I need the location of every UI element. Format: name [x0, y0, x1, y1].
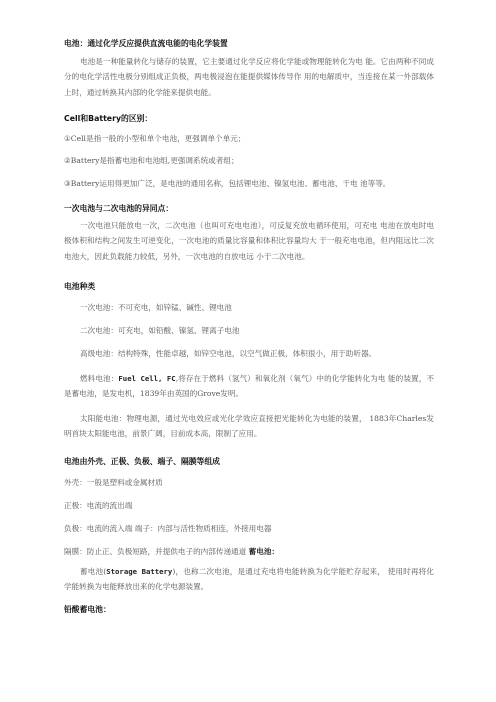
list-item: 外壳：一般是塑料或金属材质: [64, 478, 163, 487]
list-item: [64, 546, 434, 557]
fuel-cell-text: ,将存在于燃料（氢气）和氧化剂（氧气）中的化学能转化为电 能的装置，不是蓄电池，是发电机，1839年由英国的Grove发明。: [64, 374, 434, 399]
paragraph-fuel-cell: [64, 371, 434, 402]
list-item: ①Cell是指一般的小型和单个电池，更强调单个单元；: [64, 134, 246, 143]
heading-battery-types: 电池种类: [64, 282, 96, 291]
list-item: 负极：电流的流入端 端子：内部与活性物质相连，外接用电器: [64, 524, 272, 533]
list-item: 一次电池：不可充电，如锌锰、碱性、锂电池: [80, 303, 232, 312]
paragraph-battery-definition: 电池是一种能量转化与储存的装置，它主要通过化学反应将化学能或物理能转化为电 能。它由两种不同成分的电化学活性电极分别组成正负极，两电极浸泡在能提供媒体传导作 用的电解质中，当连接在某一外部载体上时，通过转换其内部的化学能来提供电能。: [64, 57, 434, 97]
list-item: ②Battery是指蓄电池和电池组,更强调系统或者组；: [64, 156, 239, 165]
list-item: ③Battery运用得更加广泛，是电池的通用名称，包括锂电池、镍氢电池、蓄电池、干电 池等等。: [64, 179, 391, 188]
separator-text: 隔膜：防止正、负极短路，并提供电子的内部传递通道: [64, 547, 247, 556]
fuel-cell-term: Fuel Cell, FC: [118, 374, 176, 383]
paragraph-storage-battery: [64, 564, 434, 595]
list-item: 高级电池：结构特殊，性能卓越，如锌空电池，以空气做正极，体积很小，用于助听器。: [80, 349, 377, 358]
paragraph-solar-cell: 太阳能电池：物理电源，通过光电效应或光化学效应直接把光能转化为电能的装置， 1883年Charles发明首块太阳能电池，前景广阔，目前成本高，限制了应用。: [64, 414, 434, 439]
storage-battery-label: 蓄电池：: [248, 547, 280, 556]
list-item: 二次电池：可充电，如铅酸、镍氢、锂离子电池: [80, 326, 240, 335]
heading-lead-acid: 铅酸蓄电池：: [64, 605, 111, 614]
heading-battery-definition: 电池：通过化学反应提供直流电能的电化学装置: [64, 39, 228, 48]
list-item: 正极：电流的流出端: [64, 501, 133, 510]
paragraph-primary-vs-secondary: 一次电池只能放电一次，二次电池（也叫可充电电池），可反复充放电循环使用，可充电 电池在放电时电极体积和结构之间发生可逆变化，一次电池的质量比容量和体积比容量均大 于一般充电电池，但内阻远比二次电池大，因此负载能力较低，另外，一次电池的自放电远 小于二次电池。: [64, 221, 434, 261]
storage-battery-term: Storage Battery: [106, 567, 173, 576]
fuel-cell-label: 燃料电池：: [80, 374, 119, 383]
heading-cell-vs-battery: Cell和Battery的区别：: [64, 114, 153, 123]
heading-primary-vs-secondary: 一次电池与二次电池的异同点：: [64, 204, 174, 213]
storage-battery-pre: 蓄电池(: [80, 567, 107, 576]
storage-battery-text: )，也称二次电池，是通过充电将电能转换为化学能贮存起来， 使用时再将化学能转换为电能释放出来的化学电源装置。: [64, 567, 434, 592]
heading-battery-components: 电池由外壳、正极、负极、端子、隔膜等组成: [64, 457, 220, 466]
